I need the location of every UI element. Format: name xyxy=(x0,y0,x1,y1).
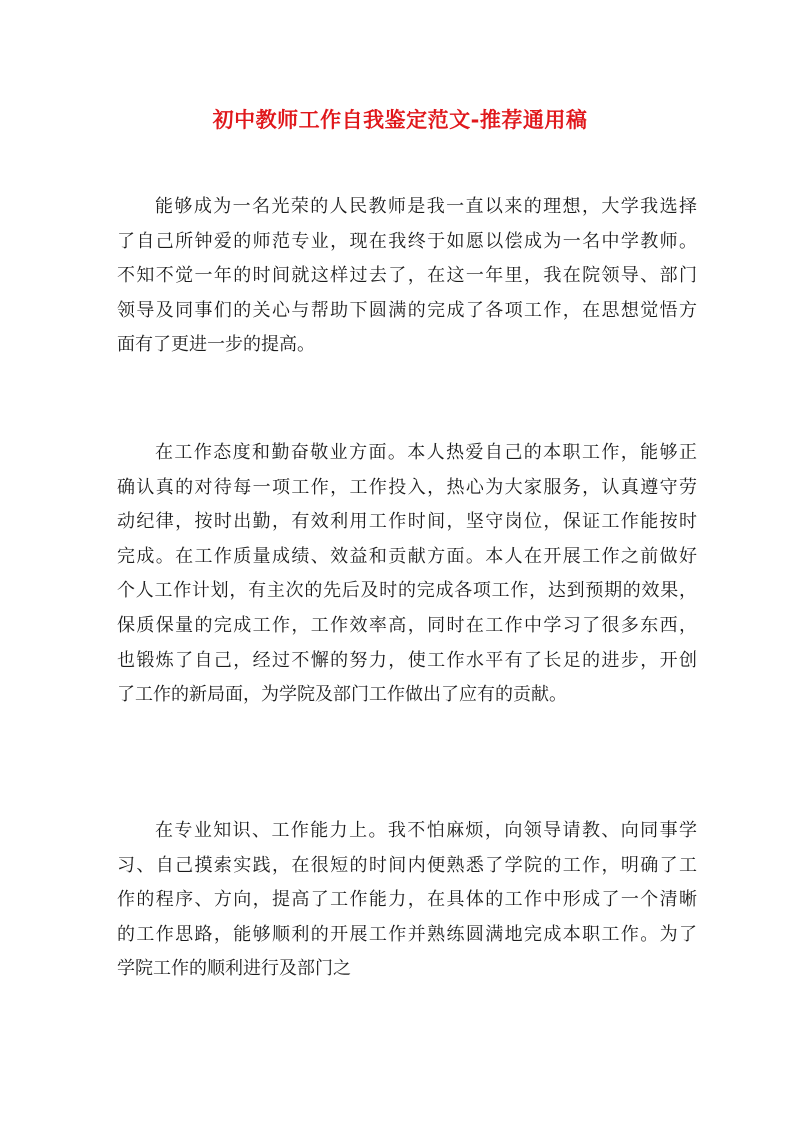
paragraph-line: 不知不觉一年的时间就这样过去了，在这一年里，我在院领导、部门 xyxy=(117,265,697,287)
paragraph-line: 习、自己摸索实践，在很短的时间内便熟悉了学院的工作，明确了工 xyxy=(117,854,697,876)
paragraph-line: 作的程序、方向，提高了工作能力，在具体的工作中形成了一个清晰 xyxy=(117,889,697,911)
paragraph-line: 保质保量的完成工作，工作效率高，同时在工作中学习了很多东西， xyxy=(117,614,697,636)
paragraph-line: 动纪律，按时出勤，有效利用工作时间，坚守岗位，保证工作能按时 xyxy=(117,511,697,533)
paragraph-line: 能够成为一名光荣的人民教师是我一直以来的理想，大学我选择 xyxy=(155,196,697,217)
paragraph-line: 个人工作计划，有主次的先后及时的完成各项工作，达到预期的效果， xyxy=(117,580,697,602)
paragraph-line: 确认真的对待每一项工作，工作投入，热心为大家服务，认真遵守劳 xyxy=(117,476,697,498)
paragraph-2 xyxy=(117,436,697,713)
paragraph-3 xyxy=(117,814,697,987)
paragraph-line: 了工作的新局面，为学院及部门工作做出了应有的贡献。 xyxy=(117,684,567,706)
document-title: 初中教师工作自我鉴定范文-推荐通用稿 xyxy=(212,108,588,132)
paragraph-line: 在专业知识、工作能力上。我不怕麻烦，向领导请教、向同事学 xyxy=(155,820,697,841)
paragraph-line: 完成。在工作质量成绩、效益和贡献方面。本人在开展工作之前做好 xyxy=(117,545,697,567)
paragraph-line: 面有了更进一步的提高。 xyxy=(117,334,315,356)
paragraph-line: 学院工作的顺利进行及部门之 xyxy=(117,958,351,980)
paragraph-line: 的工作思路，能够顺利的开展工作并熟练圆满地完成本职工作。为了 xyxy=(117,923,697,945)
paragraph-line: 领导及同事们的关心与帮助下圆满的完成了各项工作，在思想觉悟方 xyxy=(117,299,697,321)
paragraph-line: 也锻炼了自己，经过不懈的努力，使工作水平有了长足的进步，开创 xyxy=(117,649,697,671)
paragraph-line: 了自己所钟爱的师范专业，现在我终于如愿以偿成为一名中学教师。 xyxy=(117,230,697,252)
paragraph-line: 在工作态度和勤奋敬业方面。本人热爱自己的本职工作，能够正 xyxy=(155,442,697,463)
paragraph-1 xyxy=(117,190,697,363)
